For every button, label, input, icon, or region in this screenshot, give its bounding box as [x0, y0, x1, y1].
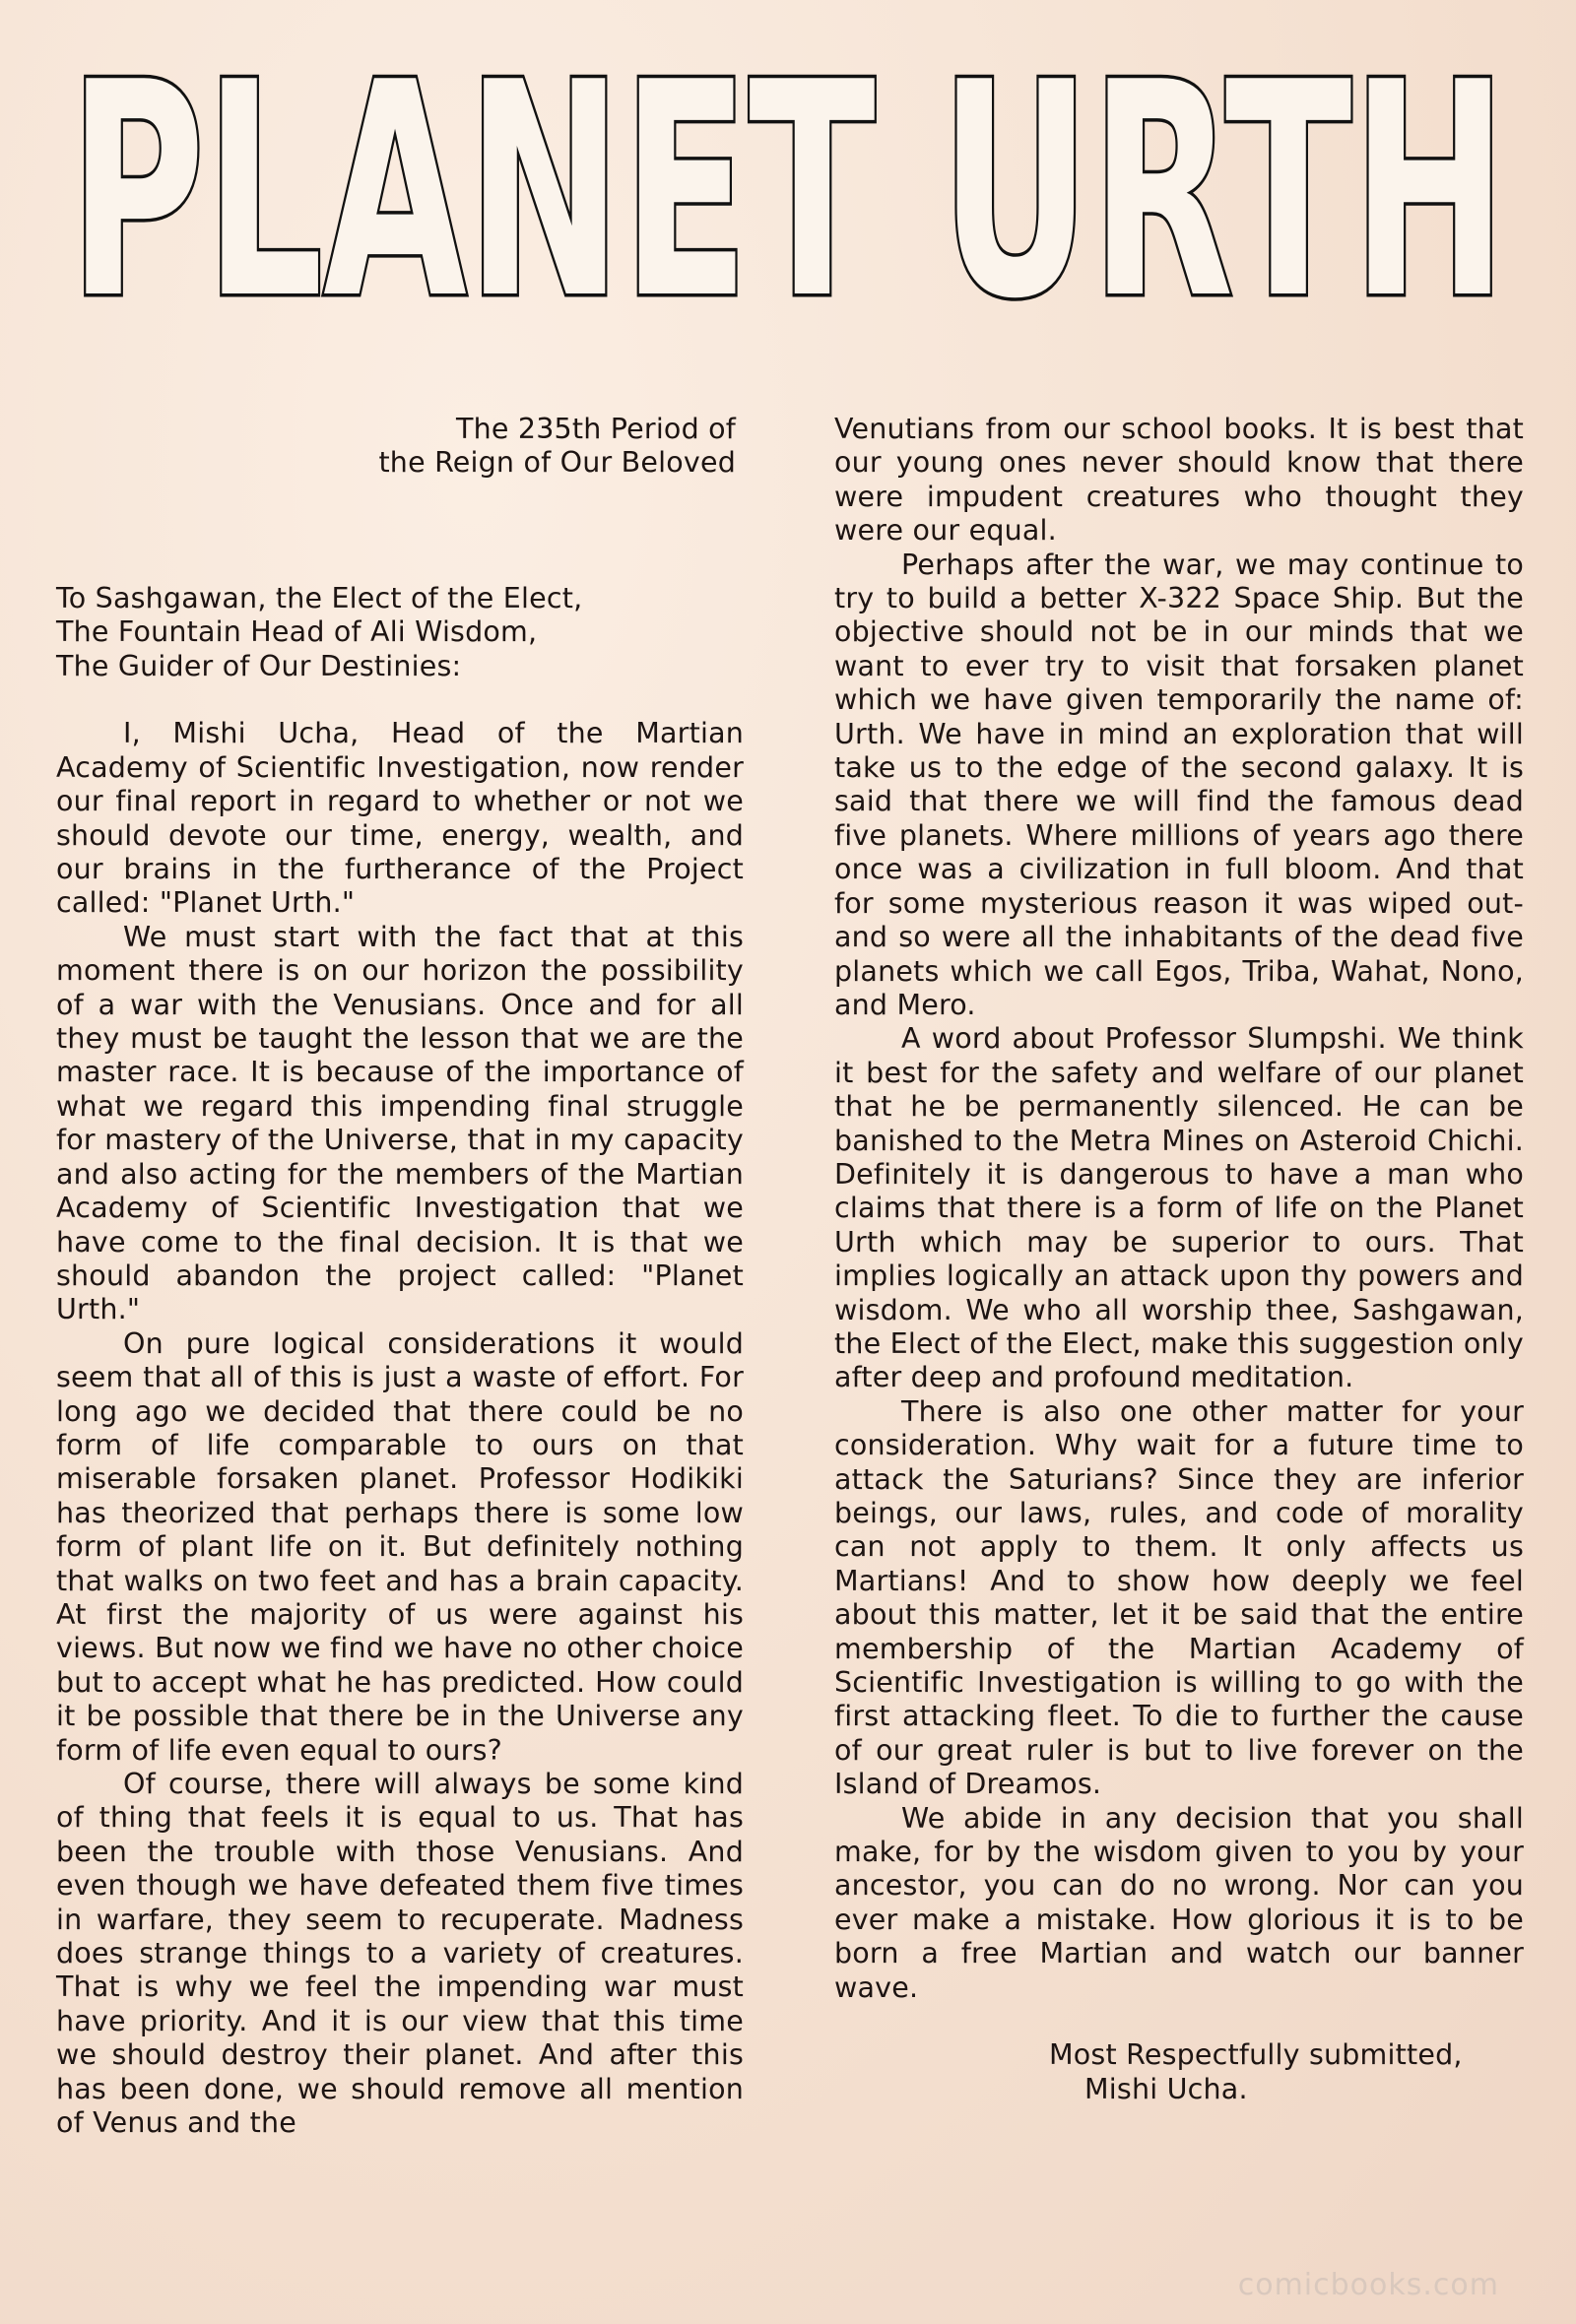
body-paragraph: I, Mishi Ucha, Head of the Martian Academy of Scientific Investigation, now render our final report in regard to whether or not we should devote our time, energy, wealth, and our brains in the furtherance of the Project called: "Planet Urth.": [56, 717, 744, 920]
body-paragraph: We must start with the fact that at this moment there is on our horizon the possibility of a war with the Venusians. Once and for all they must be taught the lesson that we are the master race. It is because of the importance of what we regard this impending final struggle for mastery of the Universe, that in my capacity and also acting for the members of the Martian Academy of Scientific Investigation that we have come to the final decision. It is that we should abandon the project called: "Planet Urth.": [56, 920, 744, 1326]
watermark: comicbooks.com: [1237, 2268, 1499, 2302]
title-lettering: [59, 39, 1517, 335]
header-line: the Reign of Our Beloved: [378, 446, 736, 480]
signature-name: Mishi Ucha.: [1084, 2072, 1248, 2105]
header-line: The 235th Period of: [456, 413, 736, 445]
page-title: [59, 39, 1517, 335]
closing-line: Most Respectfully submitted,: [1049, 2038, 1463, 2072]
signature-block: [834, 2038, 1524, 2106]
body-paragraph: A word about Professor Slumpshi. We think it best for the safety and welfare of our planet that he be permanently silenced. He can be banished to the Metra Mines on Asteroid Chichi. Definitely it is dangerous to have a man who claims that there is a form of life on the Planet Urth which may be superior to ours. That implies logically an attack upon thy powers and wisdom. We who all worship thee, Sashgawan, the Elect of the Elect, make this suggestion only after deep and profound meditation.: [834, 1022, 1524, 1394]
letter-address: [56, 582, 744, 683]
body-paragraph-continued: Venutians from our school books. It is best that our young ones never should know that there were impudent creatures who thought they were our equal.: [834, 413, 1524, 548]
body-paragraph: Of course, there will always be some kind of thing that feels it is equal to us. That has been the trouble with those Venusians. And even though we have defeated them five times in warfare, they seem to recuperate. Madness does strange things to a variety of creatures. That is why we feel the impending war must have priority. And it is our view that this time we should destroy their planet. And after this has been done, we should remove all mention of Venus and the: [56, 1768, 744, 2140]
body-paragraph: There is also one other matter for your consideration. Why wait for a future time to attack the Saturians? Since they are inferior beings, our laws, rules, and code of morality can not apply to them. It only affects us Martians! And to show how deeply we feel about this matter, let it be said that the entire membership of the Martian Academy of Scientific Investigation is willing to go with the first attacking fleet. To die to further the cause of our great ruler is but to live forever on the Island of Dreamos.: [834, 1394, 1524, 1801]
body-paragraph: Perhaps after the war, we may continue to try to build a better X-322 Space Ship. But the objective should not be in our minds that we want to ever try to visit that forsaken planet which we have given temporarily the name of: Urth. We have in mind an exploration that will take us to the edge of the second galaxy. It is said that there we will find the famous dead five planets. Where millions of years ago there once was a civilization in full bloom. And that for some mysterious reason it was wiped out-and so were all the inhabitants of the dead five planets which we call Egos, Triba, Wahat, Nono, and Mero.: [834, 548, 1524, 1021]
body-paragraph: On pure logical considerations it would seem that all of this is just a waste of effort. For long ago we decided that there could be no form of life comparable to ours on that miserable forsaken planet. Professor Hodikiki has theorized that perhaps there is some low form of plant life on it. But definitely nothing that walks on two feet and has a brain capacity. At first the majority of us were against his views. But now we find we have no other choice but to accept what he has predicted. How could it be possible that there be in the Universe any form of life even equal to ours?: [56, 1326, 744, 1767]
address-line: The Guider of Our Destinies:: [56, 649, 462, 682]
letter-date-header: [56, 413, 744, 481]
address-line: To Sashgawan, the Elect of the Elect,: [56, 581, 583, 614]
left-column: [56, 413, 744, 2140]
right-column: [834, 413, 1524, 2106]
body-paragraph: We abide in any decision that you shall make, for by the wisdom given to you by your ancestor, you can do no wrong. Nor can you ever make a mistake. How glorious it is to be born a free Martian and watch our banner wave.: [834, 1801, 1524, 2004]
title-text: PLANET URTH: [69, 39, 1507, 335]
address-line: The Fountain Head of Ali Wisdom,: [56, 615, 538, 649]
